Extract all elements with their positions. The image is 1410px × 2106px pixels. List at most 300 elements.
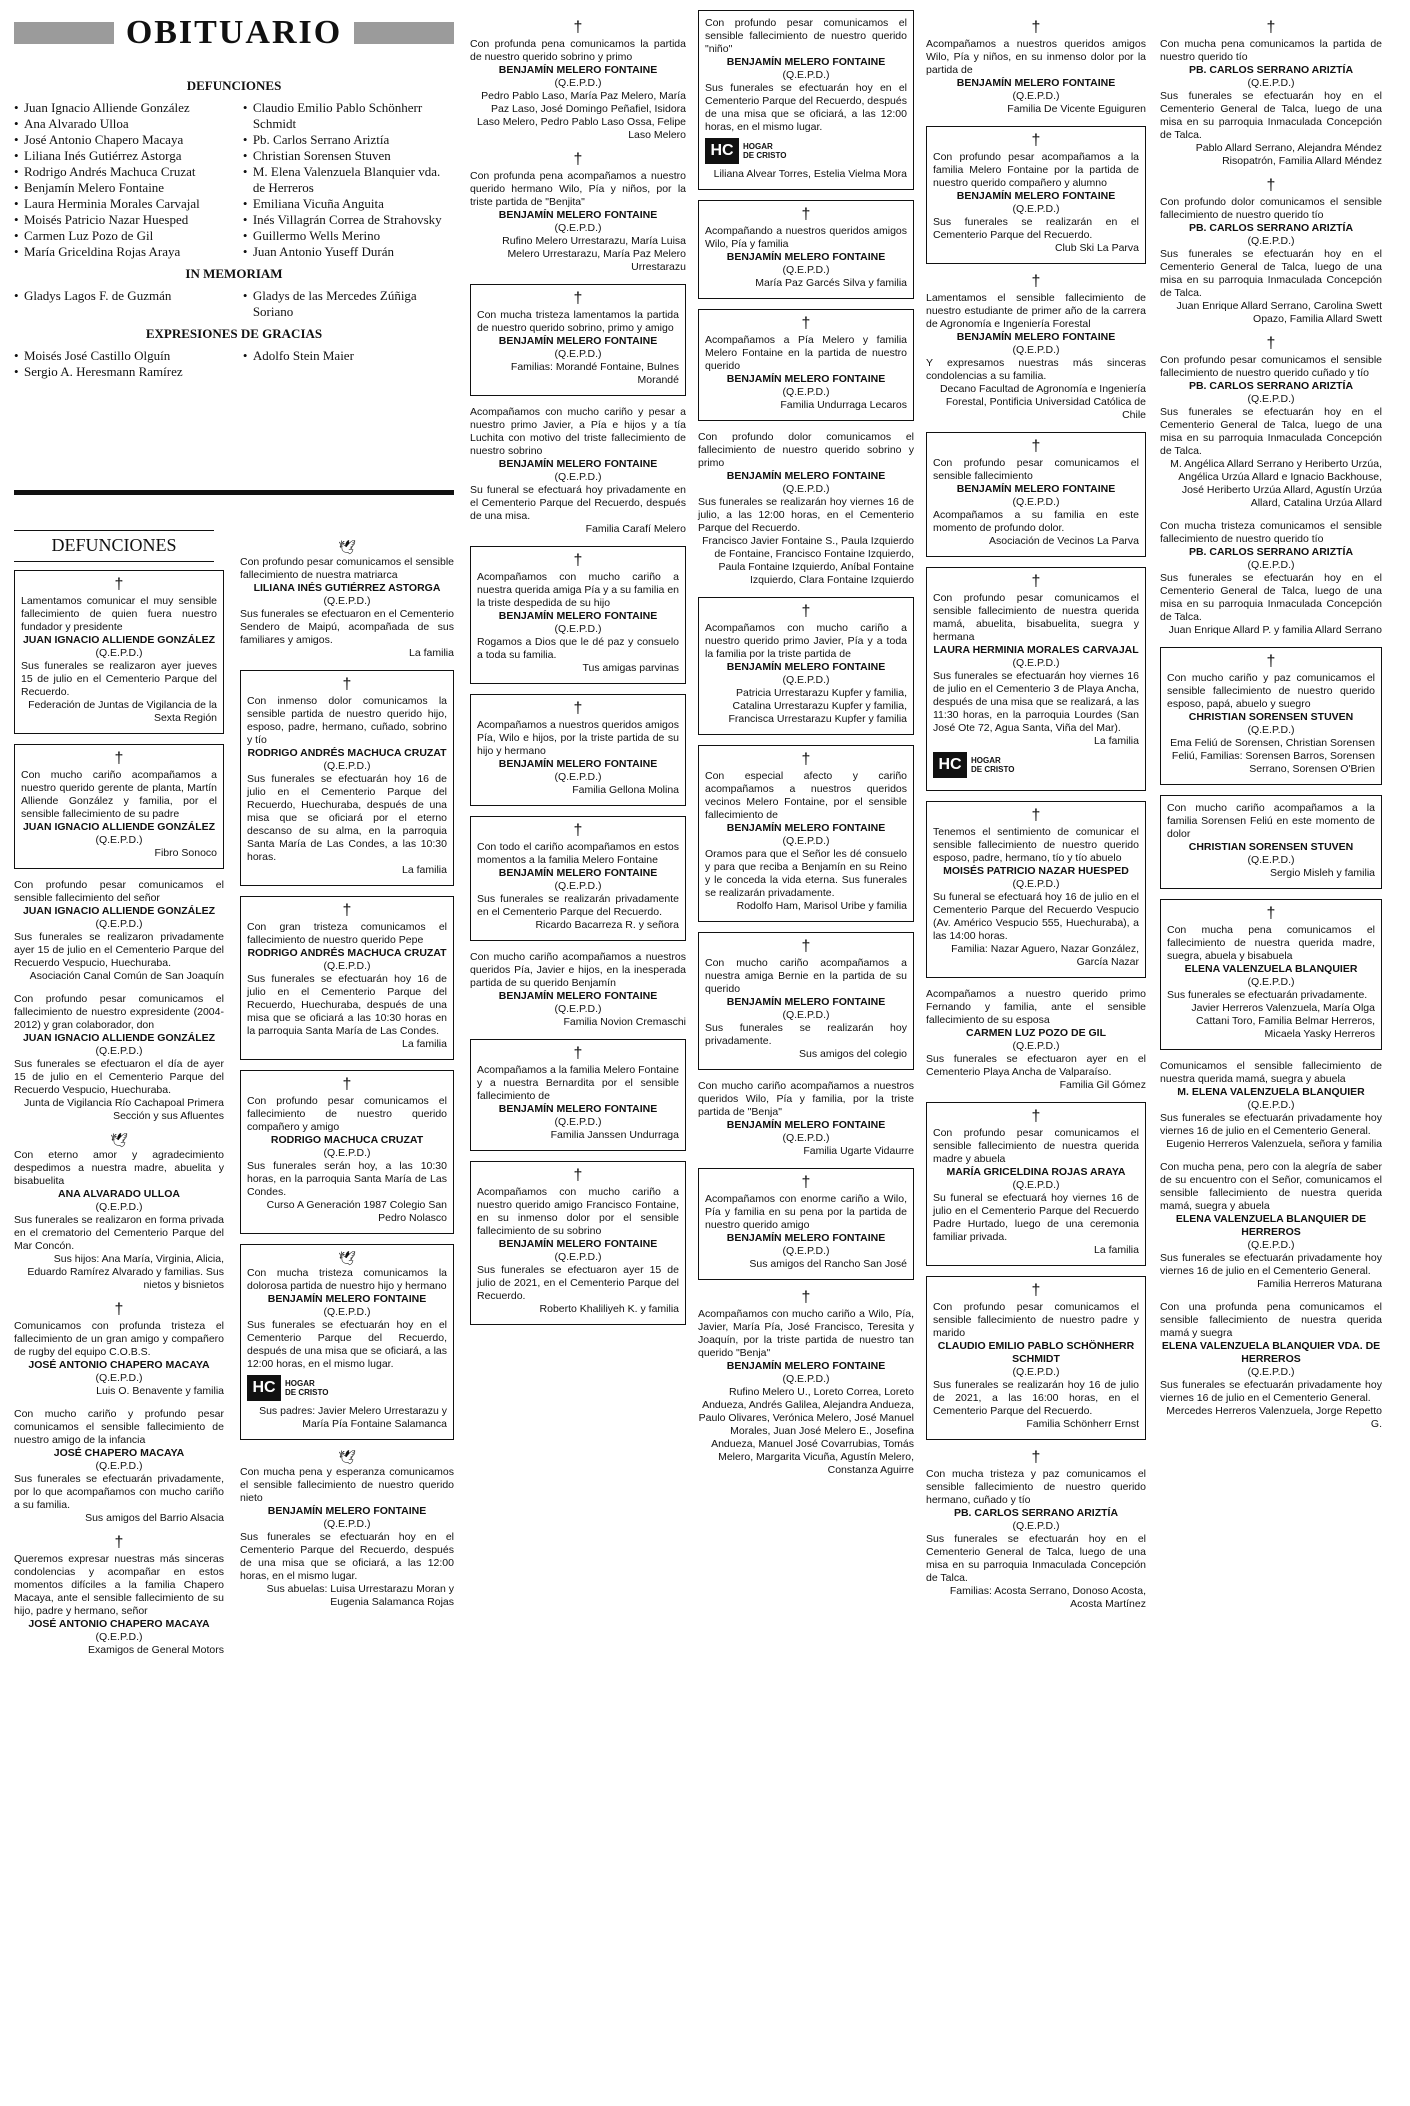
notice [926,567,1146,791]
cross-icon: † [801,1289,811,1306]
notice [240,1450,454,1609]
notice-text: Comunicamos el sensible fallecimiento de nuestra querida mamá, suegra y abuela [1160,1060,1382,1085]
index-defunciones-right [243,100,454,260]
notice-text: Acompañando a nuestros queridos amigos Wilo, Pía y familia [705,225,907,250]
deceased-name: LAURA HERMINIA MORALES CARVAJAL [933,644,1139,656]
notice-text: Con especial afecto y cariño acompañamos a nuestros queridos vecinos Melero Fontaine, por el sensible fallecimiento de [705,770,907,821]
cross-icon: † [801,1174,811,1191]
notice [698,932,914,1070]
notice-text: Con todo el cariño acompañamos en estos momentos a la familia Melero Fontaine [477,841,679,866]
notice-signature: Tus amigas parvinas [582,662,679,674]
notice-signature: La familia [402,864,447,876]
notice-text: Con mucho cariño acompañamos a nuestros queridos Wilo, Pía y familia, por la triste partida de "Benja" [698,1080,914,1118]
notice-body: Sus funerales se efectuarán hoy en el Cementerio Parque del Recuerdo, después de una misa que se oficiará, a las 12:00 horas, en el mismo lugar. [240,1531,454,1582]
cross-icon: † [573,1045,583,1062]
notice-signature: Rufino Melero U., Loreto Correa, Loreto Andueza, Andrés Galilea, Alejandra Andueza, Paulo Olivares, Verónica Melero, José Manuel Morales, Juan José Melero E., Josefina Andueza, Manuel José Covarrubias, Tomás Melero, Margarita Vicuña, Agustín Melero, Constanza Aguirre [698,1386,914,1476]
deceased-name: BENJAMÍN MELERO FONTAINE [498,758,658,770]
notice-signature: Sus amigos del Rancho San José [749,1258,907,1270]
notice-text: Con profundo pesar comunicamos el sensible fallecimiento [933,457,1139,482]
qepd: (Q.E.P.D.) [1012,344,1060,356]
notice-signature: Sus hijos: Ana María, Virginia, Alicia, Eduardo Ramírez Alvarado y familias. Sus nietos y bisnietos [27,1253,224,1291]
notice-text: Con mucha tristeza lamentamos la partida de nuestro querido sobrino, primo y amigo [477,309,679,334]
notice-text: Lamentamos comunicar el muy sensible fallecimiento de quien fuera nuestro fundador y presidente [21,595,217,633]
cross-icon: † [1031,807,1041,824]
deceased-name: JUAN IGNACIO ALLIENDE GONZÁLEZ [22,634,216,646]
cross-icon: † [573,1167,583,1184]
cross-icon: † [573,552,583,569]
cross-icon: † [1266,177,1276,194]
notice-signature: Familia Gil Gómez [1059,1079,1146,1091]
qepd: (Q.E.P.D.) [1012,657,1060,669]
logo-line: HOGAR [285,1379,315,1388]
deceased-name: PB. CARLOS SERRANO ARIZTÍA [1188,64,1354,76]
qepd: (Q.E.P.D.) [554,471,602,483]
deceased-name: BENJAMÍN MELERO FONTAINE [267,1505,427,1517]
index-entry: • Christian Sorensen Stuven [243,148,454,164]
notice-text: Con profundo pesar comunicamos el fallecimiento de nuestro querido compañero y amigo [247,1095,447,1133]
deceased-name: LILIANA INÉS GUTIÉRREZ ASTORGA [253,582,441,594]
notice-text: Con profunda pena acompañamos a nuestro querido hermano Wilo, Pía y niños, por la triste partida de "Benjita" [470,170,686,208]
qepd: (Q.E.P.D.) [1247,1366,1295,1378]
notice-signature: Examigos de General Motors [88,1644,224,1656]
notice-body: Sus funerales se efectuarán privadamente hoy viernes 16 de julio en el Cementerio General. [1160,1112,1382,1137]
notice [470,20,686,142]
logo-line: HOGAR [743,142,773,151]
notice-signature: Sus padres: Javier Melero Urrestarazu y María Pía Fontaine Salamanca [259,1405,447,1430]
notice-text: Acompañamos a nuestro querido primo Fernando y familia, ante el sensible fallecimiento de su esposa [926,988,1146,1026]
notice-text: Acompañamos a nuestros queridos amigos Pía, Wilo e hijos, por la triste partida de su hijo y hermano [477,719,679,757]
notice-text: Acompañamos a nuestros queridos amigos Wilo, Pía y niños, en su inmenso dolor por la partida de [926,38,1146,76]
notice [698,10,914,190]
page-title: OBITUARIO [125,14,343,51]
deceased-name: CHRISTIAN SORENSEN STUVEN [1188,841,1354,853]
notice-text: Con profundo pesar comunicamos el sensible fallecimiento de nuestra querida madre y abuela [933,1127,1139,1165]
notice [1160,520,1382,637]
notice-signature: Francisco Javier Fontaine S., Paula Izquierdo de Fontaine, Francisco Fontaine Izquierdo, Paula Fontaine Izquierdo, Aníbal Fontaine Izquierdo, Clara Fontaine Izquierdo [702,535,914,586]
cross-icon: † [573,700,583,717]
notice-text: Comunicamos con profunda tristeza el fallecimiento de un gran amigo y compañero de rugby del equipo C.O.B.S. [14,1320,224,1358]
cross-icon: † [1031,273,1041,290]
notice-text: Lamentamos el sensible fallecimiento de nuestro estudiante de primer año de la carrera de Agronomía e Ingeniería Forestal [926,292,1146,330]
notice-signature: Familias: Acosta Serrano, Donoso Acosta, Acosta Martínez [949,1585,1146,1610]
qepd: (Q.E.P.D.) [95,918,143,930]
notice-text: Queremos expresar nuestras más sinceras condolencias y acompañar en estos momentos difíciles a la familia Chapero Macaya, ante el sensible fallecimiento de su hijo, padre y hermano, señor [14,1553,224,1617]
deceased-name: BENJAMÍN MELERO FONTAINE [498,1103,658,1115]
index-entry: • Moisés Patricio Nazar Huesped [14,212,225,228]
notice [470,1161,686,1325]
notice [470,1039,686,1151]
index-entry: • Moisés José Castillo Olguín [14,348,225,364]
deceased-name: BENJAMÍN MELERO FONTAINE [498,64,658,76]
notice-text: Acompañamos con enorme cariño a Wilo, Pía y familia en su pena por la partida de nuestro querido amigo [705,1193,907,1231]
cross-icon: † [573,290,583,307]
qepd: (Q.E.P.D.) [1012,1520,1060,1532]
notice-text: Con profundo pesar comunicamos el sensible fallecimiento del señor [14,879,224,904]
notice-text: Con profunda pena comunicamos la partida de nuestro querido sobrino y primo [470,38,686,63]
notice [1160,899,1382,1050]
cross-icon: † [1031,1282,1041,1299]
qepd: (Q.E.P.D.) [1012,1366,1060,1378]
deceased-name: PB. CARLOS SERRANO ARIZTÍA [1188,222,1354,234]
deceased-name: BENJAMÍN MELERO FONTAINE [956,483,1116,495]
deceased-name: ANA ALVARADO ULLOA [58,1188,180,1200]
notice-text: Con mucho cariño acompañamos a nuestros queridos Pía, Javier e hijos, en la inesperada partida de su querido Benjamín [470,951,686,989]
qepd: (Q.E.P.D.) [782,1245,830,1257]
notice [926,432,1146,557]
index-memoriam-right [243,288,454,320]
cross-icon: † [1266,653,1276,670]
notice-text: Con una profunda pena comunicamos el sensible fallecimiento de nuestra querida mamá y suegra [1160,1301,1382,1339]
notice-signature: María Paz Garcés Silva y familia [755,277,907,289]
deceased-name: BENJAMÍN MELERO FONTAINE [498,458,658,470]
notice-body: Sus funerales se efectuarán hoy 16 de julio en el Cementerio Parque del Recuerdo, Huechuraba, después de una misa que se oficiará a las 10:30 horas en la parroquia Santa María de Las Condes. [247,973,447,1037]
index-memoriam-heading: IN MEMORIAM [185,266,283,281]
notice-text: Con profundo dolor comunicamos el sensible fallecimiento de nuestro querido tío [1160,196,1382,221]
logo-line: HOGAR [971,756,1001,765]
index-gracias-heading: EXPRESIONES DE GRACIAS [145,326,323,341]
deceased-name: BENJAMÍN MELERO FONTAINE [726,56,886,68]
notice-text: Con mucho cariño acompañamos a nuestra amiga Bernie en la partida de su querido [705,957,907,995]
index-entry: • Gladys Lagos F. de Guzmán [14,288,225,304]
hogar-de-cristo-logo [247,1375,447,1401]
notice-text: Con profundo pesar comunicamos el sensible fallecimiento de nuestro querido cuñado y tío [1160,354,1382,379]
notice-body: Sus funerales se efectuaron en el Cementerio Sendero de Maipú, acompañada de sus familiares y amigos. [240,608,454,646]
qepd: (Q.E.P.D.) [782,69,830,81]
qepd: (Q.E.P.D.) [782,483,830,495]
qepd: (Q.E.P.D.) [782,386,830,398]
notice-signature: Liliana Alvear Torres, Estelia Vielma Mora [713,168,907,180]
notice-body: Sus funerales se efectuarán hoy en el Cementerio Parque del Recuerdo, después de una misa que se oficiará, a las 12:00 horas, en el mismo lugar. [247,1319,447,1370]
hogar-de-cristo-mark: HC [247,1375,281,1401]
notice-body: Su funeral se efectuará hoy 16 de julio en el Cementerio Parque del Recuerdo Vespucio (Av. Américo Vespucio 555, Huechuraba), a las 14:00 horas. [933,891,1139,942]
qepd: (Q.E.P.D.) [554,1116,602,1128]
notice [14,993,224,1123]
index-entry: • Inés Villagrán Correa de Strahovsky [243,212,454,228]
index-entry: • Pb. Carlos Serrano Ariztía [243,132,454,148]
notice-body: Sus funerales se efectuaron ayer en el Cementerio Playa Ancha de Valparaíso. [926,1053,1146,1078]
notice-text: Con profundo pesar comunicamos el sensible fallecimiento de nuestra matriarca [240,556,454,581]
qepd: (Q.E.P.D.) [323,760,371,772]
notice-signature: Junta de Vigilancia Río Cachapoal Primera Sección y sus Afluentes [23,1097,224,1122]
deceased-name: BENJAMÍN MELERO FONTAINE [956,190,1116,202]
notice-signature: Federación de Juntas de Vigilancia de la Sexta Región [28,699,217,724]
notice-text: Con mucho cariño y paz comunicamos el sensible fallecimiento de nuestro querido esposo, papá, abuelo y suegro [1167,672,1375,710]
notice-body: Su funeral se efectuará hoy viernes 16 de julio en el Cementerio Parque del Recuerdo Padre Hurtado, luego de una ceremonia familiar privada. [933,1192,1139,1243]
deceased-name: BENJAMÍN MELERO FONTAINE [726,1360,886,1372]
notice-signature: Club Ski La Parva [1054,242,1139,254]
index-gracias-left [14,348,225,380]
index-entry: • José Antonio Chapero Macaya [14,132,225,148]
index-entry: • Laura Herminia Morales Carvajal [14,196,225,212]
notice-signature: Familia Gellona Molina [572,784,679,796]
deceased-name: PB. CARLOS SERRANO ARIZTÍA [1188,380,1354,392]
deceased-name: CHRISTIAN SORENSEN STUVEN [1188,711,1354,723]
qepd: (Q.E.P.D.) [323,595,371,607]
notice-body: Sus funerales se efectuarán privadamente, por lo que acompañamos con mucho cariño a su familia. [14,1473,224,1511]
cross-icon: † [342,902,352,919]
notice-signature: Rufino Melero Urrestarazu, María Luisa Melero Urrestarazu, María Paz Melero Urrestarazu [502,235,686,273]
masthead-bar-left [14,22,114,44]
qepd: (Q.E.P.D.) [554,623,602,635]
notice-body: Sus funerales se efectuarán hoy en el Cementerio General de Talca, luego de una misa en su parroquia Inmaculada Concepción de Talca. [926,1533,1146,1584]
notice-signature: Pablo Allard Serrano, Alejandra Méndez Risopatrón, Familia Allard Méndez [1195,142,1382,167]
column-6 [1160,20,1382,1441]
qepd: (Q.E.P.D.) [554,348,602,360]
notice-signature: Ricardo Bacarreza R. y señora [535,919,679,931]
notice-signature: Asociación de Vecinos La Parva [988,535,1139,547]
index-memoriam-left [14,288,225,320]
notice [698,309,914,421]
deceased-name: BENJAMÍN MELERO FONTAINE [956,77,1116,89]
qepd: (Q.E.P.D.) [323,1518,371,1530]
obituary-index [14,72,454,380]
notice [698,1290,914,1477]
notice-text: Con mucha pena, pero con la alegría de saber de su encuentro con el Señor, comunicamos el sensible fallecimiento de nuestra querida mamá, suegra y abuela [1160,1161,1382,1212]
notice-text: Acompañamos con mucho cariño a nuestro querido amigo Francisco Fontaine, en su inmenso dolor por el sensible fallecimiento de su sobrino [477,1186,679,1237]
deceased-name: BENJAMÍN MELERO FONTAINE [498,610,658,622]
dove-icon: 🕊 [338,539,356,555]
qepd: (Q.E.P.D.) [1247,1099,1295,1111]
qepd: (Q.E.P.D.) [95,1201,143,1213]
qepd: (Q.E.P.D.) [554,880,602,892]
cross-icon: † [342,1076,352,1093]
deceased-name: JOSÉ ANTONIO CHAPERO MACAYA [28,1359,210,1371]
cross-icon: † [1266,19,1276,36]
notice-signature: Familias: Morandé Fontaine, Bulnes Morandé [510,361,679,386]
notice-body: Acompañamos a su familia en este momento de profundo dolor. [933,509,1139,534]
qepd: (Q.E.P.D.) [1247,854,1295,866]
qepd: (Q.E.P.D.) [554,222,602,234]
deceased-name: JUAN IGNACIO ALLIENDE GONZÁLEZ [22,905,216,917]
cross-icon: † [801,938,811,955]
index-defunciones-heading: DEFUNCIONES [186,78,282,93]
notice-signature: Familia Janssen Undurraga [550,1129,679,1141]
notice-text: Con inmenso dolor comunicamos la sensible partida de nuestro querido hijo, esposo, padre, hermano, cuñado, sobrino y tío [247,695,447,746]
qepd: (Q.E.P.D.) [1012,496,1060,508]
cross-icon: † [573,151,583,168]
notice-signature: Javier Herreros Valenzuela, María Olga Cattani Toro, Familia Belmar Herreros, Micaela Yasky Herreros [1191,1002,1375,1040]
cross-icon: † [1266,905,1276,922]
qepd: (Q.E.P.D.) [554,1003,602,1015]
notice [470,152,686,274]
index-entry: • Claudio Emilio Pablo Schönherr Schmidt [243,100,454,132]
deceased-name: MOISÉS PATRICIO NAZAR HUESPED [943,865,1129,877]
hogar-de-cristo-mark: HC [705,138,739,164]
notice-body: Oramos para que el Señor les dé consuelo y para que reciba a Benjamín en su Reino y le conceda la vida eterna. Sus funerales se realizarán privadamente. [705,848,907,899]
notice [926,1450,1146,1611]
notice [470,816,686,941]
notice-body: Sus funerales se efectuarán hoy viernes 16 de julio en el Cementerio 3 de Playa Ancha, después de una misa que se realizará, a las 11:30 horas, en la parroquia Lourdes (San José Ote 72, Agua Santa, Viña del Mar). [933,670,1139,734]
qepd: (Q.E.P.D.) [1247,559,1295,571]
qepd: (Q.E.P.D.) [782,835,830,847]
notice-text: Tenemos el sentimiento de comunicar el sensible fallecimiento de nuestro querido esposo, padre, hermano, tío y tío abuelo [933,826,1139,864]
cross-icon: † [801,603,811,620]
qepd: (Q.E.P.D.) [1247,393,1295,405]
notice-body: Sus funerales se realizarán privadamente en el Cementerio Parque del Recuerdo. [477,893,679,918]
notice-text: Con gran tristeza comunicamos el fallecimiento de nuestro querido Pepe [247,921,447,946]
qepd: (Q.E.P.D.) [1247,724,1295,736]
notice-body: Sus funerales se efectuarán hoy en el Cementerio General de Talca, luego de una misa en su parroquia Inmaculada Concepción de Talca. [1160,90,1382,141]
notice-body: Rogamos a Dios que le dé paz y consuelo a toda su familia. [477,636,679,661]
notice-text: Con mucha pena y esperanza comunicamos el sensible fallecimiento de nuestro querido nieto [240,1466,454,1504]
defunciones-section-header [14,530,214,562]
index-entry: • Benjamín Melero Fontaine [14,180,225,196]
notice-body: Sus funerales se efectuarán hoy en el Cementerio General de Talca, luego de una misa en su parroquia Inmaculada Concepción de Talca. [1160,572,1382,623]
notice [698,745,914,922]
notice [1160,336,1382,510]
notice [470,406,686,536]
hogar-de-cristo-logo [705,138,907,164]
column-5 [926,20,1146,1621]
cross-icon: † [1031,19,1041,36]
notice [698,597,914,735]
cross-icon: † [801,315,811,332]
notice-text: Acompañamos a Pía Melero y familia Melero Fontaine en la partida de nuestro querido [705,334,907,372]
qepd: (Q.E.P.D.) [554,1251,602,1263]
index-entry: • Guillermo Wells Merino [243,228,454,244]
qepd: (Q.E.P.D.) [554,771,602,783]
notice-signature: Patricia Urrestarazu Kupfer y familia, Catalina Urrestarazu Kupfer y familia, Francisca Urrestarazu Kupfer y familia [728,687,907,725]
cross-icon: † [573,822,583,839]
notice-text: Acompañamos con mucho cariño a nuestra querida amiga Pía y a su familia en la triste despedida de su hijo [477,571,679,609]
notice-text: Con mucha pena comunicamos la partida de nuestro querido tío [1160,38,1382,63]
notice-text: Con profundo pesar comunicamos el sensible fallecimiento de nuestra querida mamá, abuelita, bisabuelita, suegra y hermana [933,592,1139,643]
deceased-name: BENJAMÍN MELERO FONTAINE [726,1119,886,1131]
cross-icon: † [342,676,352,693]
notice-signature: Familia Carafí Melero [585,523,686,535]
notice-body: Y expresamos nuestras más sinceras condolencias a su familia. [926,357,1146,382]
qepd: (Q.E.P.D.) [1012,90,1060,102]
notice-body: Sus funerales se realizaron en forma privada en el crematorio del Cementerio Parque del Mar Concón. [14,1214,224,1252]
dove-icon: 🕊 [338,1250,356,1266]
notice [926,988,1146,1092]
cross-icon: † [114,1301,124,1318]
notice-signature: Juan Enrique Allard P. y familia Allard Serrano [1168,624,1382,636]
deceased-name: BENJAMÍN MELERO FONTAINE [267,1293,427,1305]
notice-body: Sus funerales se efectuarán hoy en el Cementerio Parque del Recuerdo, después de una misa que se oficiará, a las 12:00 horas, en el mismo lugar. [705,82,907,133]
notice [14,879,224,983]
qepd: (Q.E.P.D.) [323,960,371,972]
notice-text: Con mucho cariño acompañamos a nuestro querido gerente de planta, Martín Alliende González y familia, por el sensible fallecimiento de su padre [21,769,217,820]
notice [1160,1301,1382,1431]
notice-text: Con profundo pesar comunicamos el sensible fallecimiento de nuestro querido "niño" [705,17,907,55]
notice [926,274,1146,422]
notice-signature: M. Angélica Allard Serrano y Heriberto Urzúa, Angélica Urzúa Allard e Ignacio Backhouse, José Heriberto Urzúa Allard, Agustín Urzúa Allard, Catalina Urzúa Allard [1170,458,1382,509]
logo-line: DE CRISTO [285,1388,329,1397]
notice-signature: Ema Feliú de Sorensen, Christian Sorensen Feliú, Familias: Sorensen Barros, Sorensen Serrano, Sorensen O'Brien [1170,737,1375,775]
logo-line: DE CRISTO [743,151,787,160]
deceased-name: BENJAMÍN MELERO FONTAINE [498,867,658,879]
deceased-name: BENJAMÍN MELERO FONTAINE [726,470,886,482]
qepd: (Q.E.P.D.) [95,1631,143,1643]
deceased-name: PB. CARLOS SERRANO ARIZTÍA [953,1507,1119,1519]
notice [14,1302,224,1398]
qepd: (Q.E.P.D.) [1247,77,1295,89]
notice-body: Sus funerales se realizarán en el Cementerio Parque del Recuerdo. [933,216,1139,241]
notice-body: Sus funerales se efectuarán privadamente hoy viernes 16 de julio en el Cementerio General. [1160,1252,1382,1277]
deceased-name: MARÍA GRICELDINA ROJAS ARAYA [946,1166,1126,1178]
notice [14,744,224,869]
deceased-name: M. ELENA VALENZUELA BLANQUIER [1177,1086,1365,1098]
cross-icon: † [1031,438,1041,455]
notice [698,431,914,587]
notice-signature: Sus amigos del Barrio Alsacia [85,1512,224,1524]
index-entry: • Sergio A. Heresmann Ramírez [14,364,225,380]
notice-text: Acompañamos a la familia Melero Fontaine y a nuestra Bernardita por el sensible fallecimiento de [477,1064,679,1102]
notice-body: Sus funerales se efectuarán hoy en el Cementerio General de Talca, luego de una misa en su parroquia Inmaculada Concepción de Talca. [1160,406,1382,457]
index-defunciones-left [14,100,225,260]
notice [926,801,1146,978]
deceased-name: CARMEN LUZ POZO DE GIL [966,1027,1106,1039]
notice-text: Con mucha tristeza comunicamos la dolorosa partida de nuestro hijo y hermano [247,1267,447,1292]
qepd: (Q.E.P.D.) [1247,976,1295,988]
index-entry: • Gladys de las Mercedes Zúñiga Soriano [243,288,454,320]
notice [14,1535,224,1657]
notice-signature: Curso A Generación 1987 Colegio San Pedro Nolasco [266,1199,447,1224]
deceased-name: BENJAMÍN MELERO FONTAINE [956,331,1116,343]
masthead-bar-right [354,22,454,44]
cross-icon: † [114,750,124,767]
notice [1160,178,1382,326]
deceased-name: BENJAMÍN MELERO FONTAINE [726,373,886,385]
notice [14,1408,224,1525]
deceased-name: BENJAMÍN MELERO FONTAINE [726,1232,886,1244]
column-4 [698,10,914,1487]
deceased-name: JUAN IGNACIO ALLIENDE GONZÁLEZ [22,1032,216,1044]
notice-signature: Familia Ugarte Vidaurre [803,1145,914,1157]
notice-text: Con profundo pesar comunicamos el sensible fallecimiento de nuestro padre y marido [933,1301,1139,1339]
deceased-name: RODRIGO ANDRÉS MACHUCA CRUZAT [247,947,447,959]
deceased-name: BENJAMÍN MELERO FONTAINE [498,335,658,347]
notice-body: Sus funerales se efectuarán hoy 16 de julio en el Cementerio Parque del Recuerdo, Huechuraba, después de una misa que se oficiará por el eterno descanso de su alma, en la parroquia Santa María de Las Condes, a las 10:30 horas. [247,773,447,863]
notice-signature: Decano Facultad de Agronomía e Ingeniería Forestal, Pontificia Universidad Católica de Chile [939,383,1146,421]
cross-icon: † [801,751,811,768]
notice-signature: Sus abuelas: Luisa Urrestarazu Moran y Eugenia Salamanca Rojas [266,1583,454,1608]
notice [1160,20,1382,168]
logo-line: DE CRISTO [971,765,1015,774]
qepd: (Q.E.P.D.) [554,77,602,89]
notice-body: Sus funerales se efectuarán privadamente hoy viernes 16 de julio en el Cementerio General. [1160,1379,1382,1404]
notice [14,1133,224,1292]
notice-body: Sus funerales se efectuarán privadamente. [1167,989,1368,1001]
notice-signature: Asociación Canal Común de San Joaquín [29,970,224,982]
deceased-name: ELENA VALENZUELA BLANQUIER DE HERREROS [1175,1213,1367,1238]
index-entry: • Emiliana Vicuña Anguita [243,196,454,212]
defunciones-label: DEFUNCIONES [51,535,177,555]
cross-icon: † [1266,335,1276,352]
notice-signature: Familia: Nazar Aguero, Nazar González, García Nazar [951,943,1139,968]
qepd: (Q.E.P.D.) [323,1306,371,1318]
notice-signature: Eugenio Herreros Valenzuela, señora y familia [1166,1138,1382,1150]
cross-icon: † [573,19,583,36]
notice-text: Acompañamos con mucho cariño a Wilo, Pía, Javier, María Pía, José Francisco, Teresita y Joaquín, por la triste partida de nuestro tan querido "Benja" [698,1308,914,1359]
notice-body: Sus funerales se realizarán hoy privadamente. [705,1022,907,1047]
cross-icon: † [1031,1108,1041,1125]
index-entry: • Ana Alvarado Ulloa [14,116,225,132]
index-entry: • Juan Antonio Yuseff Durán [243,244,454,260]
notice [1160,1161,1382,1291]
notice-signature: Fibro Sonoco [154,847,217,859]
notice [240,670,454,886]
qepd: (Q.E.P.D.) [1012,1179,1060,1191]
notice [698,1080,914,1158]
index-rule [14,490,454,495]
notice-body: Sus funerales se efectuarán hoy en el Cementerio General de Talca, luego de una misa en su parroquia Inmaculada Concepción de Talca. [1160,248,1382,299]
notice-signature: La familia [409,647,454,659]
hogar-de-cristo-mark: HC [933,752,967,778]
cross-icon: † [801,206,811,223]
notice-signature: La familia [1094,735,1139,747]
